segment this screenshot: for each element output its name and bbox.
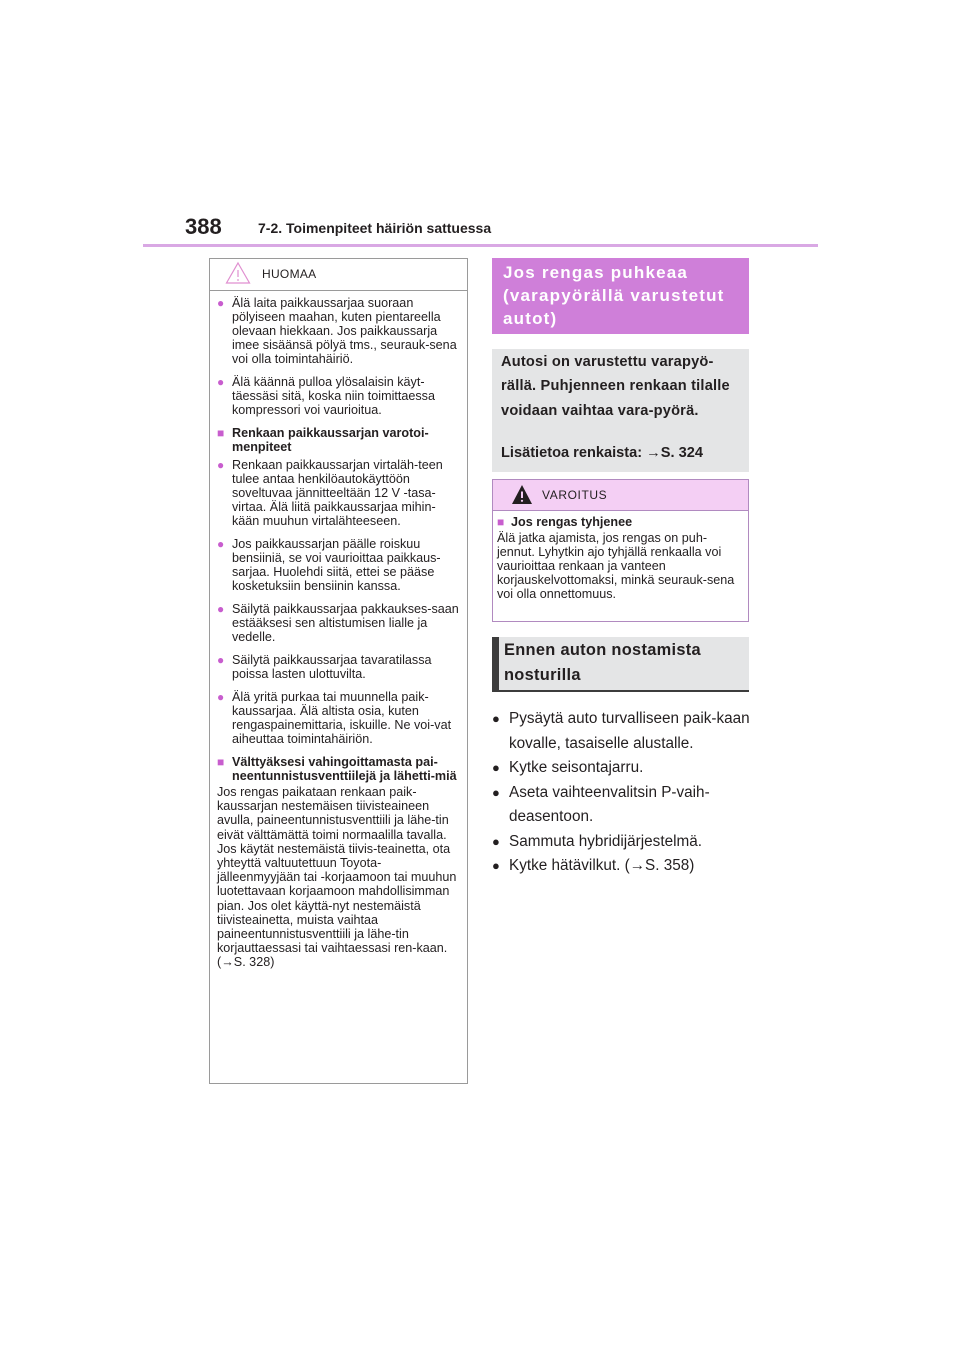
header-accent-bar — [492, 637, 499, 691]
notice-item-text: Älä käännä pulloa ylösalaisin käyt-täessäsi sitä, koska niin toimittaessa kompressori voi vaurioitua. — [232, 375, 435, 417]
notice-item-text: Älä laita paikkaussarjaa suoraan pölyiseen maahan, kuten pientareella olevaan hiekkaan. Jos paikkaussarja imee sisäänsä pölyä tms., seurauk-sena voi olla toimintahäiriö. — [232, 296, 457, 366]
page-number: 388 — [185, 214, 222, 239]
info-box — [492, 349, 749, 472]
bullet-circle-icon: ● — [217, 458, 225, 472]
notice-item-text: Säilytä paikkaussarjaa tavaratilassa poissa lasten ulottuvilta. — [232, 653, 432, 681]
section-banner — [492, 258, 749, 334]
bullet-icon: ● — [492, 760, 500, 775]
notice-bullet — [217, 458, 461, 528]
header-underline — [492, 690, 749, 692]
warning-box — [492, 479, 749, 622]
bullet-circle-icon: ● — [217, 375, 225, 389]
notice-bullet — [217, 690, 461, 746]
bullet-circle-icon: ● — [217, 537, 225, 551]
notice-bullet — [217, 296, 461, 366]
notice-title: HUOMAA — [262, 267, 317, 281]
bullet-icon: ● — [492, 858, 500, 873]
notice-item-text: Renkaan paikkaussarjan virtaläh-teen tulee antaa henkilöautokäyttöön soveltuvaa jännitteeltään 12 V -tasa-virtaa. Älä liitä paikkaussarjaa mihin-kään muuhun virtalähteeseen. — [232, 458, 443, 528]
notice-header — [210, 259, 467, 291]
bullet-square-icon: ■ — [497, 515, 505, 529]
list-item — [492, 781, 762, 830]
notice-subheading — [217, 755, 461, 783]
section-title: 7-2. Toimenpiteet häiriön sattuessa — [258, 220, 492, 236]
warning-heading: Jos rengas tyhjenee — [511, 515, 633, 529]
warning-body — [493, 511, 748, 601]
lift-section-header — [492, 637, 749, 691]
bullet-circle-icon: ● — [217, 602, 225, 616]
notice-body — [210, 291, 467, 970]
notice-box — [209, 258, 468, 1084]
bullet-circle-icon: ● — [217, 690, 225, 704]
notice-item-text: Välttyäksesi vahingoittamasta pai-neentunnistusventtiilejä ja lähetti-miä — [232, 755, 457, 783]
bullet-circle-icon: ● — [217, 653, 225, 667]
list-item — [492, 830, 762, 855]
notice-item-text: Jos paikkaussarjan päälle roiskuu bensiiniä, se voi vaurioittaa paikkaus-sarjaa. Huolehdi siitä, ettei se pääse kosketuksiin bensiinin kanssa. — [232, 537, 441, 593]
warning-solid-icon — [511, 484, 533, 505]
step-text: Kytke seisontajarru. — [509, 759, 644, 776]
warning-outline-icon — [225, 261, 251, 285]
notice-paragraph: Jos rengas paikataan renkaan paik-kaussarjan nestemäisen tiivisteaineen avulla, paineentunnistusventtiili ja lähe-tin eivät välttämättä toimi normaalilla tavalla. Jos käytät nestemäistä tiivis-teainetta, ota yhteyttä valtuutettuun Toyota-jälleenmyyjään tai -korjaamoon tai muuhun luotettavaan korjaamoon mahdollisimman pian. Jos olet käyttä-nyt nestemäistä tiivisteainetta, muista vaihtaa paineentunnistusventtiili ja lähe-tin korjauttaessasi tai vaihtaessasi ren-kaan. (→S. 328) — [217, 785, 457, 970]
header-rule — [143, 244, 818, 247]
bullet-icon: ● — [492, 784, 500, 800]
notice-bullet — [217, 602, 461, 644]
lift-steps-list — [492, 707, 762, 879]
notice-bullet — [217, 375, 461, 417]
step-text: Kytke hätävilkut. (→S. 358) — [509, 857, 695, 874]
info-text: Autosi on varustettu varapyö-rällä. Puhjenneen renkaan tilalle voidaan vaihtaa vara-pyörä. — [501, 354, 730, 419]
warning-title: VAROITUS — [542, 488, 608, 502]
notice-bullet — [217, 653, 461, 681]
step-text: Aseta vaihteenvalitsin P-vaih-deasentoon. — [509, 783, 710, 825]
bullet-square-icon: ■ — [217, 426, 225, 440]
list-item — [492, 854, 762, 879]
warning-header — [493, 480, 748, 511]
bullet-circle-icon: ● — [217, 296, 225, 310]
step-text: Pysäytä auto turvalliseen paik-kaan kovalle, tasaiselle alustalle. — [509, 710, 750, 752]
warning-subheading — [497, 515, 744, 529]
lift-section-title: Ennen auton nostamista nosturilla — [504, 641, 701, 684]
bullet-square-icon: ■ — [217, 755, 225, 769]
notice-subheading — [217, 426, 461, 454]
notice-bullet — [217, 537, 461, 593]
warning-text: Älä jatka ajamista, jos rengas on puh-jennut. Lyhytkin ajo tyhjällä renkaalla voi vaurioittaa renkaan ja vanteen korjauskelvottomaksi, minkä seurauk-sena voi olla onnettomuus. — [497, 531, 735, 601]
list-item — [492, 707, 762, 756]
bullet-icon: ● — [492, 711, 500, 726]
notice-item-text: Renkaan paikkaussarjan varotoi-menpiteet — [232, 426, 429, 454]
bullet-icon: ● — [492, 833, 500, 849]
step-text: Sammuta hybridijärjestelmä. — [509, 832, 702, 850]
banner-title: Jos rengas puhkeaa (varapyörällä varustetut autot) — [503, 263, 725, 328]
notice-item-text: Älä yritä purkaa tai muunnella paik-kaussarjaa. Älä altista osia, kuten rengaspainemittaria, iskuille. Ne voi-vat aiheuttaa toimintahäiriön. — [232, 690, 452, 746]
list-item — [492, 756, 762, 781]
info-reference: Lisätietoa renkaista: →S. 324 — [501, 445, 703, 461]
notice-item-text: Säilytä paikkaussarjaa pakkaukses-saan estääksesi sen altistumisen lialle ja vedelle. — [232, 602, 459, 644]
